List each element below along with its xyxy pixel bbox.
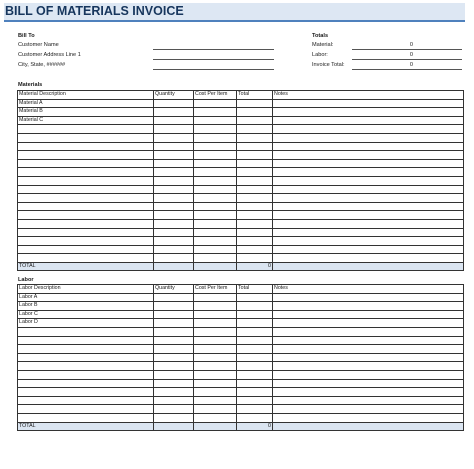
table-cell[interactable] bbox=[154, 211, 194, 220]
table-cell[interactable] bbox=[237, 159, 273, 168]
table-cell[interactable] bbox=[18, 168, 154, 177]
table-cell[interactable] bbox=[273, 319, 464, 328]
table-cell[interactable] bbox=[194, 353, 237, 362]
item-description[interactable]: Material A bbox=[18, 99, 154, 108]
column-header: Notes bbox=[273, 285, 464, 294]
table-cell[interactable] bbox=[194, 310, 237, 319]
table-cell[interactable] bbox=[18, 379, 154, 388]
table-row bbox=[18, 388, 464, 397]
table-cell[interactable] bbox=[237, 168, 273, 177]
table-cell[interactable] bbox=[273, 388, 464, 397]
table-cell[interactable] bbox=[18, 327, 154, 336]
table-cell[interactable] bbox=[273, 237, 464, 246]
table-cell[interactable] bbox=[194, 151, 237, 160]
table-cell[interactable] bbox=[18, 202, 154, 211]
table-row bbox=[18, 405, 464, 414]
table-row bbox=[18, 168, 464, 177]
table-row bbox=[18, 254, 464, 263]
table-cell[interactable] bbox=[194, 388, 237, 397]
table-cell[interactable] bbox=[154, 219, 194, 228]
table-cell[interactable] bbox=[194, 370, 237, 379]
table-cell[interactable] bbox=[18, 159, 154, 168]
totals-line bbox=[352, 49, 462, 50]
table-cell[interactable] bbox=[154, 168, 194, 177]
table-cell[interactable] bbox=[273, 125, 464, 134]
table-row bbox=[18, 396, 464, 405]
table-cell[interactable] bbox=[273, 413, 464, 422]
table-cell[interactable] bbox=[237, 228, 273, 237]
item-description[interactable]: Labor A bbox=[18, 293, 154, 302]
table-cell[interactable] bbox=[154, 319, 194, 328]
table-row bbox=[18, 237, 464, 246]
table-cell[interactable] bbox=[18, 219, 154, 228]
table-cell[interactable] bbox=[237, 99, 273, 108]
table-row bbox=[18, 142, 464, 151]
table-cell[interactable] bbox=[273, 168, 464, 177]
table-cell[interactable] bbox=[154, 194, 194, 203]
table-cell[interactable] bbox=[194, 228, 237, 237]
column-header: Cost Per Item bbox=[194, 91, 237, 100]
table-cell[interactable] bbox=[273, 310, 464, 319]
labor-table bbox=[17, 284, 464, 431]
table-cell[interactable] bbox=[154, 176, 194, 185]
table-cell[interactable] bbox=[194, 327, 237, 336]
table-cell[interactable] bbox=[273, 228, 464, 237]
table-cell[interactable] bbox=[194, 108, 237, 117]
table-cell[interactable] bbox=[194, 254, 237, 263]
table-cell[interactable] bbox=[18, 388, 154, 397]
table-cell[interactable] bbox=[18, 185, 154, 194]
table-cell[interactable] bbox=[273, 327, 464, 336]
column-header: Total bbox=[237, 285, 273, 294]
table-cell[interactable] bbox=[237, 133, 273, 142]
table-cell[interactable] bbox=[154, 159, 194, 168]
table-row bbox=[18, 293, 464, 302]
table-cell[interactable] bbox=[154, 202, 194, 211]
table-row bbox=[18, 370, 464, 379]
table-cell[interactable] bbox=[194, 168, 237, 177]
table-row bbox=[18, 116, 464, 125]
total-row bbox=[18, 262, 464, 271]
table-cell[interactable] bbox=[154, 405, 194, 414]
table-row bbox=[18, 159, 464, 168]
table-cell[interactable] bbox=[273, 194, 464, 203]
table-cell[interactable] bbox=[273, 345, 464, 354]
table-cell[interactable] bbox=[154, 151, 194, 160]
table-cell bbox=[154, 262, 194, 271]
table-row bbox=[18, 413, 464, 422]
table-cell[interactable] bbox=[194, 379, 237, 388]
table-row bbox=[18, 202, 464, 211]
table-cell[interactable] bbox=[154, 245, 194, 254]
table-cell[interactable] bbox=[154, 345, 194, 354]
page-title: BILL OF MATERIALS INVOICE bbox=[5, 4, 184, 18]
table-cell[interactable] bbox=[194, 237, 237, 246]
table-cell[interactable] bbox=[237, 405, 273, 414]
materials-heading: Materials bbox=[18, 82, 43, 88]
item-description[interactable]: Labor D bbox=[18, 319, 154, 328]
table-cell[interactable] bbox=[194, 293, 237, 302]
bill-to-line bbox=[153, 59, 274, 60]
bill-to-line bbox=[153, 69, 274, 70]
table-cell[interactable] bbox=[154, 228, 194, 237]
table-cell[interactable] bbox=[154, 388, 194, 397]
table-row bbox=[18, 211, 464, 220]
table-cell[interactable] bbox=[194, 142, 237, 151]
table-cell[interactable] bbox=[194, 319, 237, 328]
table-cell[interactable] bbox=[18, 336, 154, 345]
totals-material-label: Material: bbox=[312, 42, 334, 48]
table-cell[interactable] bbox=[18, 362, 154, 371]
table-cell[interactable] bbox=[194, 202, 237, 211]
table-row bbox=[18, 219, 464, 228]
table-cell[interactable] bbox=[18, 370, 154, 379]
table-cell[interactable] bbox=[18, 345, 154, 354]
table-cell[interactable] bbox=[237, 185, 273, 194]
table-row bbox=[18, 151, 464, 160]
table-cell[interactable] bbox=[18, 405, 154, 414]
table-cell[interactable] bbox=[237, 319, 273, 328]
total-value: 0 bbox=[237, 262, 273, 271]
table-cell[interactable] bbox=[194, 345, 237, 354]
table-cell[interactable] bbox=[273, 185, 464, 194]
table-row bbox=[18, 185, 464, 194]
table-cell[interactable] bbox=[154, 336, 194, 345]
table-cell[interactable] bbox=[154, 185, 194, 194]
table-cell[interactable] bbox=[194, 185, 237, 194]
table-cell[interactable] bbox=[273, 159, 464, 168]
table-row bbox=[18, 362, 464, 371]
table-header-row bbox=[18, 285, 464, 294]
table-cell[interactable] bbox=[18, 237, 154, 246]
table-row bbox=[18, 353, 464, 362]
table-cell[interactable] bbox=[194, 99, 237, 108]
table-row bbox=[18, 99, 464, 108]
table-cell[interactable] bbox=[237, 362, 273, 371]
table-cell[interactable] bbox=[154, 362, 194, 371]
table-cell[interactable] bbox=[154, 99, 194, 108]
table-cell[interactable] bbox=[237, 125, 273, 134]
table-cell[interactable] bbox=[237, 310, 273, 319]
totals-heading: Totals bbox=[312, 33, 329, 39]
table-cell[interactable] bbox=[154, 116, 194, 125]
total-label: TOTAL bbox=[18, 262, 154, 271]
table-cell[interactable] bbox=[194, 211, 237, 220]
table-cell[interactable] bbox=[273, 99, 464, 108]
column-header: Quantity bbox=[154, 91, 194, 100]
table-cell bbox=[273, 422, 464, 431]
table-row bbox=[18, 345, 464, 354]
table-cell[interactable] bbox=[273, 116, 464, 125]
table-cell[interactable] bbox=[237, 370, 273, 379]
title-bar bbox=[4, 3, 465, 22]
table-cell[interactable] bbox=[154, 413, 194, 422]
table-row bbox=[18, 228, 464, 237]
table-cell bbox=[194, 422, 237, 431]
labor-heading: Labor bbox=[18, 277, 34, 283]
table-cell[interactable] bbox=[18, 211, 154, 220]
table-cell[interactable] bbox=[18, 194, 154, 203]
table-cell[interactable] bbox=[194, 159, 237, 168]
table-cell[interactable] bbox=[18, 254, 154, 263]
totals-line bbox=[352, 59, 462, 60]
table-cell[interactable] bbox=[237, 151, 273, 160]
table-cell[interactable] bbox=[273, 293, 464, 302]
table-cell[interactable] bbox=[18, 151, 154, 160]
table-cell[interactable] bbox=[194, 396, 237, 405]
totals-labor-label: Labor: bbox=[312, 52, 328, 58]
table-cell[interactable] bbox=[273, 353, 464, 362]
table-cell[interactable] bbox=[237, 379, 273, 388]
table-row bbox=[18, 310, 464, 319]
table-cell[interactable] bbox=[273, 370, 464, 379]
table-cell[interactable] bbox=[237, 237, 273, 246]
table-cell[interactable] bbox=[154, 133, 194, 142]
column-header: Quantity bbox=[154, 285, 194, 294]
table-cell[interactable] bbox=[273, 302, 464, 311]
column-header: Labor Description bbox=[18, 285, 154, 294]
table-cell[interactable] bbox=[273, 176, 464, 185]
item-description[interactable]: Material C bbox=[18, 116, 154, 125]
table-cell[interactable] bbox=[194, 219, 237, 228]
table-cell[interactable] bbox=[237, 194, 273, 203]
table-cell[interactable] bbox=[237, 413, 273, 422]
table-cell[interactable] bbox=[237, 142, 273, 151]
table-cell[interactable] bbox=[273, 336, 464, 345]
table-cell[interactable] bbox=[194, 194, 237, 203]
totals-material-value: 0 bbox=[409, 42, 413, 48]
table-cell[interactable] bbox=[237, 396, 273, 405]
table-cell[interactable] bbox=[273, 108, 464, 117]
table-header-row bbox=[18, 91, 464, 100]
table-cell[interactable] bbox=[154, 379, 194, 388]
column-header: Cost Per Item bbox=[194, 285, 237, 294]
table-cell[interactable] bbox=[194, 413, 237, 422]
table-cell[interactable] bbox=[18, 142, 154, 151]
table-cell[interactable] bbox=[273, 133, 464, 142]
total-row bbox=[18, 422, 464, 431]
customer-city-state: City, State, ###### bbox=[18, 62, 66, 68]
table-row bbox=[18, 194, 464, 203]
totals-line bbox=[352, 69, 462, 70]
table-cell[interactable] bbox=[273, 396, 464, 405]
table-row bbox=[18, 245, 464, 254]
table-cell[interactable] bbox=[273, 151, 464, 160]
table-cell[interactable] bbox=[194, 133, 237, 142]
table-cell[interactable] bbox=[237, 176, 273, 185]
table-cell[interactable] bbox=[237, 302, 273, 311]
column-header: Material Description bbox=[18, 91, 154, 100]
table-cell[interactable] bbox=[237, 219, 273, 228]
table-cell[interactable] bbox=[194, 116, 237, 125]
table-cell[interactable] bbox=[194, 336, 237, 345]
item-description[interactable]: Material B bbox=[18, 108, 154, 117]
table-cell bbox=[194, 262, 237, 271]
table-cell[interactable] bbox=[237, 293, 273, 302]
table-cell[interactable] bbox=[18, 353, 154, 362]
totals-labor-value: 0 bbox=[409, 52, 413, 58]
table-cell[interactable] bbox=[237, 202, 273, 211]
table-cell[interactable] bbox=[273, 254, 464, 263]
table-row bbox=[18, 125, 464, 134]
table-cell[interactable] bbox=[154, 327, 194, 336]
table-row bbox=[18, 379, 464, 388]
bill-to-line bbox=[153, 49, 274, 50]
item-description[interactable]: Labor C bbox=[18, 310, 154, 319]
table-cell[interactable] bbox=[154, 293, 194, 302]
table-cell[interactable] bbox=[237, 211, 273, 220]
table-cell bbox=[273, 262, 464, 271]
bill-to-heading: Bill To bbox=[18, 33, 35, 39]
table-row bbox=[18, 108, 464, 117]
table-cell[interactable] bbox=[237, 336, 273, 345]
total-value: 0 bbox=[237, 422, 273, 431]
table-row bbox=[18, 176, 464, 185]
table-cell[interactable] bbox=[18, 228, 154, 237]
table-cell[interactable] bbox=[273, 219, 464, 228]
table-cell[interactable] bbox=[273, 379, 464, 388]
table-cell[interactable] bbox=[154, 108, 194, 117]
table-cell[interactable] bbox=[18, 133, 154, 142]
item-description[interactable]: Labor B bbox=[18, 302, 154, 311]
totals-invoice-value: 0 bbox=[409, 62, 413, 68]
table-cell[interactable] bbox=[273, 405, 464, 414]
table-cell[interactable] bbox=[154, 310, 194, 319]
table-cell[interactable] bbox=[237, 108, 273, 117]
table-cell[interactable] bbox=[237, 254, 273, 263]
table-cell[interactable] bbox=[154, 237, 194, 246]
table-cell[interactable] bbox=[18, 396, 154, 405]
table-row bbox=[18, 319, 464, 328]
table-cell[interactable] bbox=[18, 413, 154, 422]
table-cell[interactable] bbox=[273, 362, 464, 371]
table-cell[interactable] bbox=[18, 245, 154, 254]
table-cell[interactable] bbox=[194, 302, 237, 311]
table-cell[interactable] bbox=[154, 254, 194, 263]
table-cell[interactable] bbox=[273, 142, 464, 151]
table-cell[interactable] bbox=[154, 125, 194, 134]
table-cell[interactable] bbox=[194, 176, 237, 185]
column-header: Total bbox=[237, 91, 273, 100]
table-cell[interactable] bbox=[18, 125, 154, 134]
table-cell[interactable] bbox=[237, 388, 273, 397]
table-cell[interactable] bbox=[154, 142, 194, 151]
table-cell[interactable] bbox=[273, 211, 464, 220]
table-cell[interactable] bbox=[237, 345, 273, 354]
table-cell[interactable] bbox=[18, 176, 154, 185]
table-row bbox=[18, 133, 464, 142]
total-label: TOTAL bbox=[18, 422, 154, 431]
table-cell[interactable] bbox=[194, 245, 237, 254]
table-cell[interactable] bbox=[194, 125, 237, 134]
table-cell[interactable] bbox=[154, 353, 194, 362]
table-row bbox=[18, 336, 464, 345]
table-cell[interactable] bbox=[237, 245, 273, 254]
table-cell[interactable] bbox=[154, 302, 194, 311]
customer-address: Customer Address Line 1 bbox=[18, 52, 81, 58]
table-cell[interactable] bbox=[154, 370, 194, 379]
table-cell[interactable] bbox=[154, 396, 194, 405]
table-cell bbox=[154, 422, 194, 431]
totals-invoice-label: Invoice Total: bbox=[312, 62, 345, 68]
table-cell[interactable] bbox=[194, 362, 237, 371]
table-row bbox=[18, 302, 464, 311]
table-row bbox=[18, 327, 464, 336]
table-cell[interactable] bbox=[237, 327, 273, 336]
materials-table bbox=[17, 90, 464, 271]
table-cell[interactable] bbox=[273, 245, 464, 254]
table-cell[interactable] bbox=[237, 353, 273, 362]
customer-name: Customer Name bbox=[18, 42, 59, 48]
table-cell[interactable] bbox=[237, 116, 273, 125]
table-cell[interactable] bbox=[273, 202, 464, 211]
column-header: Notes bbox=[273, 91, 464, 100]
table-cell[interactable] bbox=[194, 405, 237, 414]
